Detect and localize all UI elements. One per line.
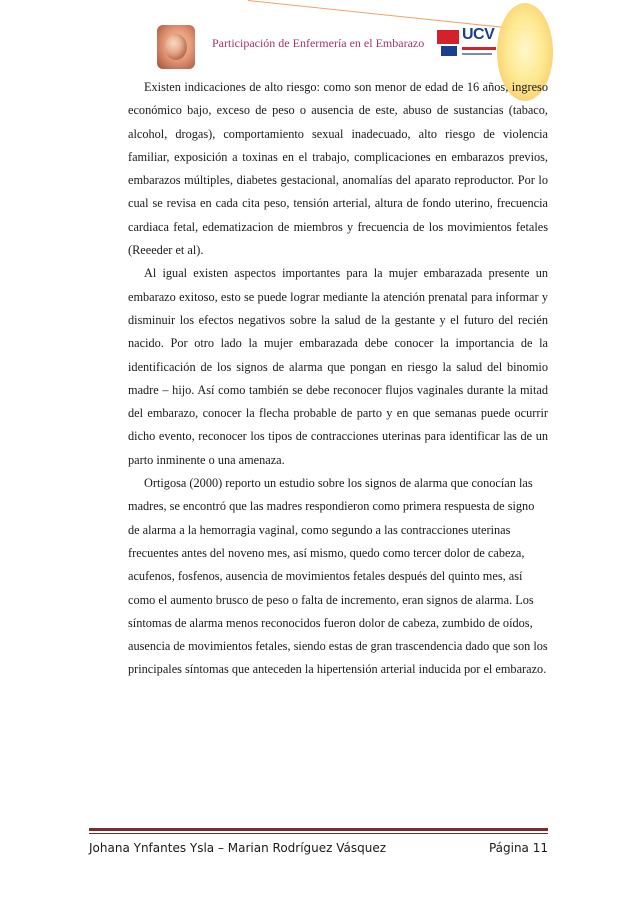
- logo-subline: [462, 53, 492, 55]
- paragraph-prenatal-care: Al igual existen aspectos importantes para la mujer embarazada presente un embarazo exitoso, esto se puede lograr mediante la atención prenatal para informar y disminuir los efectos negativos sobre la salud de la gestante y el futuro del recién nacido. Por otro lado la mujer embarazada debe conocer la importancia de la identificación de los signos de alarma que pongan en riesgo la salud del binomio madre – hijo. Así como también se debe reconocer flujos vaginales durante la mitad del embarazo, conocer la flecha probable de parto y en que semanas puede ocurrir dicho evento, reconocer los tipos de contracciones uterinas para identificar las de un parto inminente o una amenaza.: [128, 266, 548, 467]
- footer-authors: Johana Ynfantes Ysla – Marian Rodríguez Vásquez: [89, 841, 387, 855]
- logo-text: UCV: [462, 26, 495, 43]
- footer-page-number: Página 11: [488, 841, 548, 855]
- logo-mark-blue: [441, 46, 457, 56]
- header-title: Participación de Enfermería en el Embarazo: [212, 36, 425, 50]
- logo-underline: [462, 47, 496, 50]
- logo-mark-red: [437, 30, 459, 44]
- footer-rule-thick: [89, 828, 548, 831]
- fetus-figure: [165, 34, 187, 60]
- paragraph-risk-indications: Existen indicaciones de alto riesgo: como son menor de edad de 16 años, ingreso económico bajo, exceso de peso o ausencia de este, abuso de sustancias (tabaco, alcohol, drogas), comportamiento sexual inadecuado, alto riesgo de violencia familiar, exposición a toxinas en el trabajo, complicaciones en embarazos previos, embarazos múltiples, diabetes gestacional, anomalías del aparato reproductor. Por lo cual se revisa en cada cita peso, tensión arterial, altura de fondo uterino, frecuencia cardiaca fetal, edematizacion de miembros y frecuencia de los movimientos fetales (Reeeder et al).: [128, 80, 548, 258]
- paragraph-ortigosa-study: Ortigosa (2000) reporto un estudio sobre los signos de alarma que conocían las madres, se encontró que las madres respondieron como primera respuesta de signo de alarma a la hemorragia vaginal, como segundo a las contracciones uterinas frecuentes antes del noveno mes, así mismo, quedo como tercer dolor de cabeza, acufenos, fosfenos, ausencia de movimientos fetales después del quinto mes, así como el aumento brusco de peso o falta de incremento, eran signos de alarma. Los síntomas de alarma menos reconocidos fueron dolor de cabeza, zumbido de oídos, ausencia de movimientos fetales, siendo estas de gran trascendencia dado que son los principales síntomas que anteceden la hipertensión arterial inducida por el embarazo.: [128, 476, 548, 677]
- fetus-image: [157, 25, 195, 69]
- ucv-logo: [435, 22, 499, 66]
- document-body: [128, 76, 548, 682]
- footer-rule-thin: [89, 833, 548, 834]
